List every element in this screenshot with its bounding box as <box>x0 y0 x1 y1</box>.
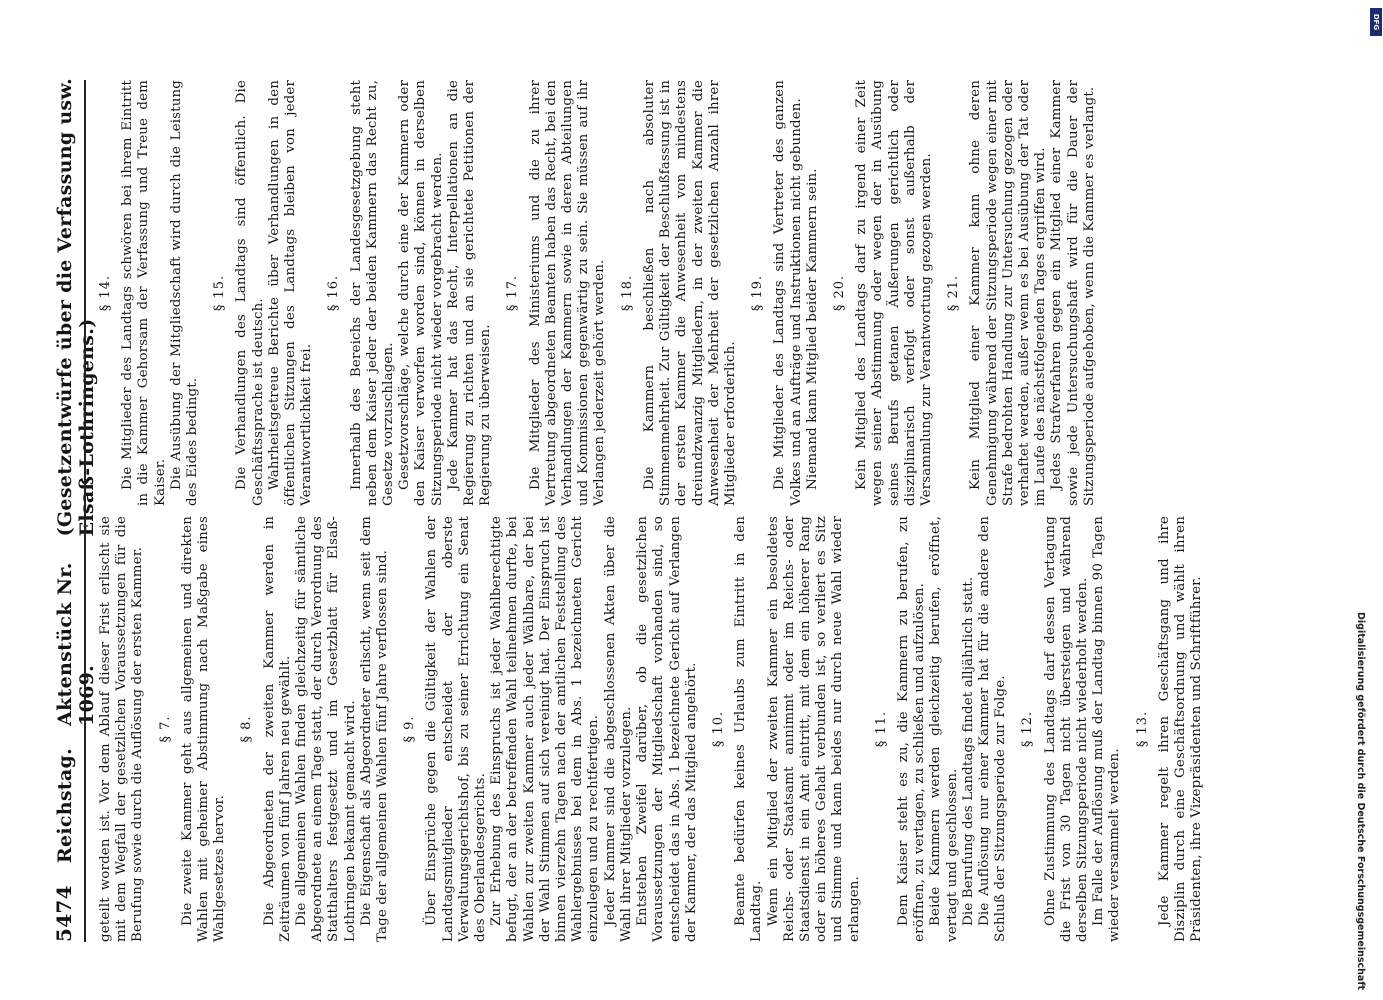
section-heading: § 9. <box>402 715 418 743</box>
section-heading: § 8. <box>239 715 255 743</box>
digitization-credit <box>1340 10 1380 990</box>
paragraph: Die zweite Kammer geht aus allgemeinen und direkten Wahlen mit geheimer Abstimmung nach Maßgabe eines Wahlgesetzes hervor. <box>179 516 228 942</box>
section-heading: § 17. <box>505 274 521 312</box>
paragraph: Die Kammern beschließen nach absoluter Stimmenmehrheit. Zur Gültigkeit der Beschlußfassung ist in der ersten Kammer die Anwesenheit von mindestens dreiundzwanzig Mitgliedern, in der zweiten Kammer die Anwesenheit der Mehrheit der gesetzlichen Anzahl ihrer Mitglieder erforderlich. <box>641 80 738 506</box>
section-heading: § 11. <box>873 710 889 748</box>
right-column <box>98 80 1098 506</box>
paragraph: Innerhalb des Bereichs der Landesgesetzgebung steht neben dem Kaiser jeder der beiden Kammern das Recht zu, Gesetze vorzuschlagen. <box>348 80 397 506</box>
document-title: (Gesetzentwürfe über die Verfassung usw. Elsaß-Lothringens.) <box>54 77 98 537</box>
section-heading: § 21. <box>946 274 962 312</box>
dfg-logo-text: DFG <box>1372 13 1380 31</box>
paragraph: Ohne Zustimmung des Landtags darf dessen Vertagung die Frist von 30 Tagen nicht übersteigen und während derselben Sitzungsperiode nicht wiederholt werden. <box>1042 516 1090 942</box>
section-heading: § 7. <box>157 715 173 743</box>
section-heading: § 18. <box>619 274 635 312</box>
header-rule <box>84 80 86 942</box>
left-column <box>98 516 1205 942</box>
dfg-logo-icon <box>1370 8 1382 36</box>
digitization-note: Digitalisierung gefördert durch die Deutsche Forschungsgemeinschaft <box>1355 612 1366 990</box>
paragraph: Wenn ein Mitglied der zweiten Kammer ein besoldetes Reichs- oder Staatsamt annimmt oder im Reichs- oder Staatsdienst in ein Amt eintritt, mit dem ein höherer Rang oder ein höheres Gehalt verbunden ist, so verliert es Sitz und Stimme und kann beides nur durch neue Wahl wieder erlangen. <box>765 516 862 942</box>
paragraph: Die Abgeordneten der zweiten Kammer werden in Zeiträumen von fünf Jahren neu gewählt. <box>261 516 293 942</box>
section-heading: § 15. <box>212 274 228 312</box>
body-name: Reichstag. <box>54 747 76 864</box>
paragraph: Beamte bedürfen keines Urlaubs zum Eintritt in den Landtag. <box>733 516 765 942</box>
section-heading: § 13. <box>1134 710 1150 748</box>
paragraph: Dem Kaiser steht es zu, die Kammern zu berufen, zu eröffnen, zu vertagen, zu schließen und aufzulösen. <box>895 516 928 942</box>
section-heading: § 20. <box>831 274 847 312</box>
paragraph: Die Auflösung nur einer Kammer hat für die andere den Schluß der Sitzungsperiode zur Folge. <box>976 516 1009 942</box>
paragraph: Über Einsprüche gegen die Gültigkeit der Wahlen der Landtagsmitglieder entscheidet der oberste Verwaltungsgerichtshof, bis zu seiner Errichtung ein Senat des Oberlandesgerichts. <box>424 516 489 942</box>
paragraph: geteilt worden ist. Vor dem Ablauf dieser Frist erlischt sie mit dem Wegfall der gesetzlichen Voraussetzungen für die Berufung sowie durch die Auflösung der ersten Kammer. <box>98 516 146 942</box>
paragraph: Jede Kammer regelt ihren Geschäftsgang und ihre Disziplin durch eine Geschäftsordnung und wählt ihren Präsidenten, ihre Vizepräsidenten und Schriftführer. <box>1156 516 1205 942</box>
paragraph: Die Ausübung der Mitgliedschaft wird durch die Leistung des Eides bedingt. <box>168 80 201 506</box>
paragraph: Jedes Strafverfahren gegen ein Mitglied einer Kammer sowie jede Untersuchungshaft wird für die Dauer der Sitzungsperiode aufgehoben, wenn die Kammer es verlangt. <box>1049 80 1097 506</box>
paragraph: Die allgemeinen Wahlen finden gleichzeitig für sämtliche Abgeordnete an einem Tage statt, der durch Verordnung des Statthalters festgesetzt und im Gesetzblatt für Elsaß-Lothringen bekannt gemacht wird. <box>294 516 358 942</box>
page-header <box>52 42 98 942</box>
paragraph: Die Mitglieder des Landtags sind Vertreter des ganzen Volkes und an Aufträge und Instruktionen nicht gebunden. <box>772 80 804 506</box>
paragraph: Die Eigenschaft als Abgeordneter erlischt, wenn seit dem Tage der allgemeinen Wahlen fünf Jahre verflossen sind. <box>358 516 391 942</box>
paragraph: Die Verhandlungen des Landtags sind öffentlich. Die Geschäftssprache ist deutsch. <box>234 80 266 506</box>
section-heading: § 10. <box>710 710 726 748</box>
paragraph: Kein Mitglied des Landtags darf zu irgend einer Zeit wegen seiner Abstimmung oder wegen der in Ausübung seines Berufs getanen Äußerungen gerichtlich oder disziplinarisch verfolgt oder sonst außerhalb der Versammlung zur Verantwortung gezogen werden. <box>854 80 934 506</box>
paragraph: Zur Erhebung des Einspruchs ist jeder Wahlberechtigte befugt, der an der betreffenden Wahl teilnehmen durfte, bei Wahlen zur zweiten Kammer auch jeder Wählbare, der bei der Wahl Stimmen auf sich vereinigt hat. Der Einspruch ist binnen vierzehn Tagen nach der amtlichen Feststellung des Wahlergebnisses bei dem in Abs. 1 bezeichneten Gericht einzulegen und zu rechtfertigen. <box>489 516 602 942</box>
paragraph: Kein Mitglied einer Kammer kann ohne deren Genehmigung während der Sitzungsperiode wegen einer mit Strafe bedrohten Handlung zur Untersuchung gezogen oder verhaftet werden, außer wenn es bei Ausübung der Tat oder im Laufe des nächstfolgenden Tages ergriffen wird. <box>968 80 1049 506</box>
document-number: Aktenstück Nr. 1069. <box>54 562 98 726</box>
paragraph: Niemand kann Mitglied beider Kammern sein. <box>804 168 820 490</box>
page-number: 5474 <box>52 885 76 942</box>
section-heading: § 19. <box>750 274 766 312</box>
paragraph: Entstehen Zweifel darüber, ob die gesetzlichen Voraussetzungen der Mitgliedschaft vorhanden sind, so entscheidet das in Abs. 1 bezeichnete Gericht auf Verlangen der Kammer, der das Mitglied angehört. <box>635 516 699 942</box>
paragraph: Jede Kammer hat das Recht, Interpellationen an die Regierung zu richten und an sie gerichtete Petitionen der Regierung zu überweisen. <box>445 80 494 506</box>
section-heading: § 16. <box>326 274 342 312</box>
section-heading: § 14. <box>98 274 113 312</box>
paragraph: Wahrheitsgetreue Berichte über Verhandlungen in den öffentlichen Sitzungen des Landtags bleiben von jeder Verantwortlichkeit frei. <box>266 80 315 506</box>
paragraph: Beide Kammern werden gleichzeitig berufen, eröffnet, vertagt und geschlossen. <box>928 516 960 942</box>
paragraph: Die Berufung des Landtags findet alljährlich statt. <box>960 576 976 926</box>
paragraph: Die Mitglieder des Landtags schwören bei ihrem Eintritt in die Kammer Gehorsam der Verfassung und Treue dem Kaiser. <box>120 80 168 506</box>
paragraph: Jeder Kammer sind die abgeschlossenen Akten über die Wahl ihrer Mitglieder vorzulegen. <box>602 516 634 942</box>
paragraph: Im Falle der Auflösung muß der Landtag binnen 90 Tagen wieder versammelt werden. <box>1091 516 1123 942</box>
paragraph: Gesetzvorschläge, welche durch eine der Kammern oder den Kaiser verworfen worden sind, können in derselben Sitzungsperiode nicht wieder vorgebracht werden. <box>397 80 445 506</box>
paragraph: Die Mitglieder des Ministeriums und die zu ihrer Vertretung abgeordneten Beamten haben das Recht, bei den Verhandlungen der Kammern sowie in deren Abteilungen und Kommissionen gegenwärtig zu sein. Sie müssen auf ihr Verlangen jederzeit gehört werden. <box>527 80 608 506</box>
section-heading: § 12. <box>1020 710 1036 748</box>
